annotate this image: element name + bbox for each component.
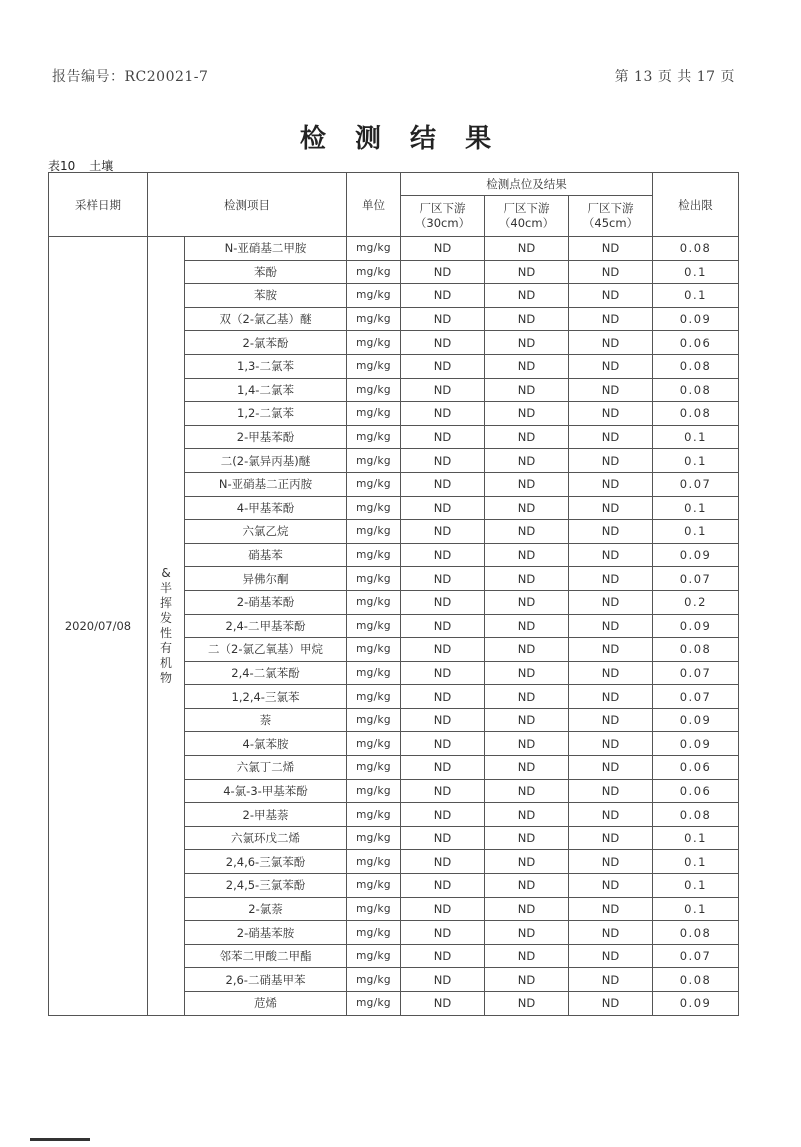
result-point3: ND xyxy=(569,567,653,591)
item-name: 苯胺 xyxy=(185,284,347,308)
item-name: N-亚硝基二正丙胺 xyxy=(185,472,347,496)
result-point2: ND xyxy=(485,354,569,378)
point2-name: 厂区下游 xyxy=(503,201,550,215)
result-point2: ND xyxy=(485,378,569,402)
result-point1: ND xyxy=(401,260,485,284)
item-name: 六氯环戊二烯 xyxy=(185,826,347,850)
result-point2: ND xyxy=(485,850,569,874)
result-point3: ND xyxy=(569,897,653,921)
result-point3: ND xyxy=(569,425,653,449)
unit-cell: mg/kg xyxy=(347,237,401,261)
result-point1: ND xyxy=(401,944,485,968)
unit-cell: mg/kg xyxy=(347,496,401,520)
result-point3: ND xyxy=(569,732,653,756)
unit-cell: mg/kg xyxy=(347,614,401,638)
sampling-date: 2020/07/08 xyxy=(49,237,148,1016)
result-point1: ND xyxy=(401,472,485,496)
detection-limit: 0.1 xyxy=(653,520,739,544)
detection-limit: 0.09 xyxy=(653,992,739,1016)
detection-limit: 0.08 xyxy=(653,354,739,378)
item-name: 1,3-二氯苯 xyxy=(185,354,347,378)
unit-cell: mg/kg xyxy=(347,378,401,402)
item-name: 4-甲基苯酚 xyxy=(185,496,347,520)
detection-limit: 0.06 xyxy=(653,331,739,355)
result-point3: ND xyxy=(569,354,653,378)
detection-limit: 0.1 xyxy=(653,425,739,449)
result-point1: ND xyxy=(401,425,485,449)
item-name: 2-氯苯酚 xyxy=(185,331,347,355)
item-name: 2-甲基苯酚 xyxy=(185,425,347,449)
detection-limit: 0.08 xyxy=(653,237,739,261)
result-point2: ND xyxy=(485,756,569,780)
result-point2: ND xyxy=(485,520,569,544)
unit-cell: mg/kg xyxy=(347,661,401,685)
result-point1: ND xyxy=(401,307,485,331)
unit-cell: mg/kg xyxy=(347,543,401,567)
unit-cell: mg/kg xyxy=(347,826,401,850)
result-point2: ND xyxy=(485,402,569,426)
item-name: 六氯丁二烯 xyxy=(185,756,347,780)
result-point2: ND xyxy=(485,307,569,331)
result-point3: ND xyxy=(569,803,653,827)
result-point1: ND xyxy=(401,520,485,544)
result-point2: ND xyxy=(485,425,569,449)
result-point3: ND xyxy=(569,968,653,992)
result-point1: ND xyxy=(401,237,485,261)
item-name: 2-硝基苯酚 xyxy=(185,590,347,614)
result-point2: ND xyxy=(485,590,569,614)
result-point2: ND xyxy=(485,567,569,591)
result-point1: ND xyxy=(401,803,485,827)
result-point1: ND xyxy=(401,921,485,945)
result-point2: ND xyxy=(485,472,569,496)
detection-limit: 0.1 xyxy=(653,260,739,284)
result-point3: ND xyxy=(569,378,653,402)
page-info: 第 13 页 共 17 页 xyxy=(614,69,735,85)
result-point2: ND xyxy=(485,944,569,968)
item-name: 2-硝基苯胺 xyxy=(185,921,347,945)
unit-cell: mg/kg xyxy=(347,944,401,968)
detection-limit: 0.07 xyxy=(653,944,739,968)
result-point1: ND xyxy=(401,567,485,591)
unit-cell: mg/kg xyxy=(347,685,401,709)
category-cell xyxy=(148,237,185,1016)
unit-cell: mg/kg xyxy=(347,732,401,756)
item-name: 二(2-氯异丙基)醚 xyxy=(185,449,347,473)
report-number: 报告编号：RC20021-7 xyxy=(52,69,209,85)
result-point3: ND xyxy=(569,779,653,803)
detection-limit: 0.06 xyxy=(653,779,739,803)
result-point3: ND xyxy=(569,614,653,638)
result-point2: ND xyxy=(485,331,569,355)
item-name: 萘 xyxy=(185,708,347,732)
unit-cell: mg/kg xyxy=(347,779,401,803)
col-limit-header: 检出限 xyxy=(653,173,739,237)
result-point2: ND xyxy=(485,543,569,567)
result-point1: ND xyxy=(401,756,485,780)
result-point1: ND xyxy=(401,826,485,850)
detection-limit: 0.08 xyxy=(653,402,739,426)
result-point1: ND xyxy=(401,496,485,520)
detection-limit: 0.09 xyxy=(653,708,739,732)
result-point3: ND xyxy=(569,543,653,567)
result-point3: ND xyxy=(569,496,653,520)
result-point2: ND xyxy=(485,874,569,898)
detection-limit: 0.08 xyxy=(653,638,739,662)
result-point2: ND xyxy=(485,638,569,662)
detection-limit: 0.1 xyxy=(653,496,739,520)
result-point2: ND xyxy=(485,284,569,308)
result-point1: ND xyxy=(401,284,485,308)
detection-limit: 0.1 xyxy=(653,897,739,921)
result-point3: ND xyxy=(569,520,653,544)
result-point3: ND xyxy=(569,661,653,685)
result-point1: ND xyxy=(401,543,485,567)
result-point3: ND xyxy=(569,260,653,284)
sample-type: 土壤 xyxy=(89,159,114,173)
item-name: 4-氯-3-甲基苯酚 xyxy=(185,779,347,803)
result-point3: ND xyxy=(569,638,653,662)
point1-name: 厂区下游 xyxy=(419,201,466,215)
point2-depth: （40cm） xyxy=(498,216,555,230)
result-point1: ND xyxy=(401,850,485,874)
item-name: 2-氯萘 xyxy=(185,897,347,921)
table-label: 表10 xyxy=(48,159,76,173)
result-point1: ND xyxy=(401,968,485,992)
result-point2: ND xyxy=(485,496,569,520)
result-point3: ND xyxy=(569,708,653,732)
results-table xyxy=(48,172,739,1016)
unit-cell: mg/kg xyxy=(347,992,401,1016)
page-edge-mark xyxy=(30,1138,90,1141)
detection-limit: 0.07 xyxy=(653,685,739,709)
result-point3: ND xyxy=(569,284,653,308)
col-unit-header: 单位 xyxy=(347,173,401,237)
detection-limit: 0.07 xyxy=(653,567,739,591)
result-point1: ND xyxy=(401,331,485,355)
item-name: 2,4,6-三氯苯酚 xyxy=(185,850,347,874)
item-name: 1,2,4-三氯苯 xyxy=(185,685,347,709)
unit-cell: mg/kg xyxy=(347,354,401,378)
point3-name: 厂区下游 xyxy=(587,201,634,215)
item-name: 4-氯苯胺 xyxy=(185,732,347,756)
unit-cell: mg/kg xyxy=(347,803,401,827)
result-point2: ND xyxy=(485,449,569,473)
result-point2: ND xyxy=(485,803,569,827)
detection-limit: 0.2 xyxy=(653,590,739,614)
item-name: 1,4-二氯苯 xyxy=(185,378,347,402)
detection-limit: 0.1 xyxy=(653,284,739,308)
result-point1: ND xyxy=(401,732,485,756)
category-label: &半挥发性有机物 xyxy=(159,565,172,685)
result-point3: ND xyxy=(569,944,653,968)
result-point3: ND xyxy=(569,850,653,874)
detection-limit: 0.08 xyxy=(653,803,739,827)
unit-cell: mg/kg xyxy=(347,307,401,331)
detection-limit: 0.09 xyxy=(653,307,739,331)
detection-limit: 0.06 xyxy=(653,756,739,780)
item-name: 二（2-氯乙氧基）甲烷 xyxy=(185,638,347,662)
unit-cell: mg/kg xyxy=(347,708,401,732)
result-point2: ND xyxy=(485,685,569,709)
result-point3: ND xyxy=(569,402,653,426)
col-point1-header xyxy=(401,196,485,237)
result-point1: ND xyxy=(401,638,485,662)
point3-depth: （45cm） xyxy=(582,216,639,230)
result-point3: ND xyxy=(569,237,653,261)
result-point2: ND xyxy=(485,661,569,685)
unit-cell: mg/kg xyxy=(347,968,401,992)
unit-cell: mg/kg xyxy=(347,402,401,426)
item-name: 异佛尔酮 xyxy=(185,567,347,591)
result-point2: ND xyxy=(485,968,569,992)
result-point2: ND xyxy=(485,897,569,921)
unit-cell: mg/kg xyxy=(347,874,401,898)
result-point3: ND xyxy=(569,874,653,898)
detection-limit: 0.08 xyxy=(653,921,739,945)
result-point1: ND xyxy=(401,992,485,1016)
result-point3: ND xyxy=(569,756,653,780)
result-point1: ND xyxy=(401,874,485,898)
detection-limit: 0.1 xyxy=(653,850,739,874)
result-point3: ND xyxy=(569,992,653,1016)
result-point3: ND xyxy=(569,307,653,331)
item-name: 2,6-二硝基甲苯 xyxy=(185,968,347,992)
table-row xyxy=(49,237,739,261)
result-point2: ND xyxy=(485,732,569,756)
unit-cell: mg/kg xyxy=(347,284,401,308)
unit-cell: mg/kg xyxy=(347,260,401,284)
detection-limit: 0.09 xyxy=(653,614,739,638)
unit-cell: mg/kg xyxy=(347,520,401,544)
detection-limit: 0.1 xyxy=(653,874,739,898)
result-point1: ND xyxy=(401,661,485,685)
unit-cell: mg/kg xyxy=(347,756,401,780)
result-point2: ND xyxy=(485,260,569,284)
result-point3: ND xyxy=(569,472,653,496)
page-title: 检 测 结 果 xyxy=(299,124,502,154)
item-name: 双（2-氯乙基）醚 xyxy=(185,307,347,331)
result-point1: ND xyxy=(401,708,485,732)
unit-cell: mg/kg xyxy=(347,331,401,355)
item-name: 六氯乙烷 xyxy=(185,520,347,544)
item-name: N-亚硝基二甲胺 xyxy=(185,237,347,261)
detection-limit: 0.1 xyxy=(653,826,739,850)
result-point2: ND xyxy=(485,779,569,803)
detection-limit: 0.08 xyxy=(653,378,739,402)
item-name: 苯酚 xyxy=(185,260,347,284)
detection-limit: 0.09 xyxy=(653,543,739,567)
detection-limit: 0.08 xyxy=(653,968,739,992)
col-item-header: 检测项目 xyxy=(148,173,347,237)
result-point3: ND xyxy=(569,685,653,709)
result-point2: ND xyxy=(485,708,569,732)
result-point2: ND xyxy=(485,237,569,261)
detection-limit: 0.07 xyxy=(653,472,739,496)
result-point1: ND xyxy=(401,590,485,614)
item-name: 1,2-二氯苯 xyxy=(185,402,347,426)
result-point2: ND xyxy=(485,614,569,638)
result-point2: ND xyxy=(485,826,569,850)
unit-cell: mg/kg xyxy=(347,897,401,921)
result-point2: ND xyxy=(485,921,569,945)
result-point1: ND xyxy=(401,354,485,378)
result-point3: ND xyxy=(569,826,653,850)
results-body xyxy=(49,237,739,1016)
result-point1: ND xyxy=(401,449,485,473)
item-name: 苊烯 xyxy=(185,992,347,1016)
col-date-header: 采样日期 xyxy=(49,173,148,237)
item-name: 2,4,5-三氯苯酚 xyxy=(185,874,347,898)
item-name: 2,4-二氯苯酚 xyxy=(185,661,347,685)
result-point3: ND xyxy=(569,331,653,355)
point1-depth: （30cm） xyxy=(414,216,471,230)
unit-cell: mg/kg xyxy=(347,590,401,614)
result-point1: ND xyxy=(401,378,485,402)
col-point3-header xyxy=(569,196,653,237)
result-point1: ND xyxy=(401,685,485,709)
header-row-1 xyxy=(49,173,739,196)
item-name: 2,4-二甲基苯酚 xyxy=(185,614,347,638)
result-point1: ND xyxy=(401,779,485,803)
unit-cell: mg/kg xyxy=(347,449,401,473)
result-point3: ND xyxy=(569,449,653,473)
item-name: 邻苯二甲酸二甲酯 xyxy=(185,944,347,968)
item-name: 2-甲基萘 xyxy=(185,803,347,827)
result-point1: ND xyxy=(401,897,485,921)
detection-limit: 0.1 xyxy=(653,449,739,473)
unit-cell: mg/kg xyxy=(347,638,401,662)
result-point1: ND xyxy=(401,614,485,638)
col-points-group-header: 检测点位及结果 xyxy=(401,173,653,196)
unit-cell: mg/kg xyxy=(347,567,401,591)
unit-cell: mg/kg xyxy=(347,472,401,496)
unit-cell: mg/kg xyxy=(347,850,401,874)
result-point1: ND xyxy=(401,402,485,426)
detection-limit: 0.07 xyxy=(653,661,739,685)
item-name: 硝基苯 xyxy=(185,543,347,567)
col-point2-header xyxy=(485,196,569,237)
result-point3: ND xyxy=(569,921,653,945)
result-point3: ND xyxy=(569,590,653,614)
unit-cell: mg/kg xyxy=(347,425,401,449)
result-point2: ND xyxy=(485,992,569,1016)
unit-cell: mg/kg xyxy=(347,921,401,945)
detection-limit: 0.09 xyxy=(653,732,739,756)
